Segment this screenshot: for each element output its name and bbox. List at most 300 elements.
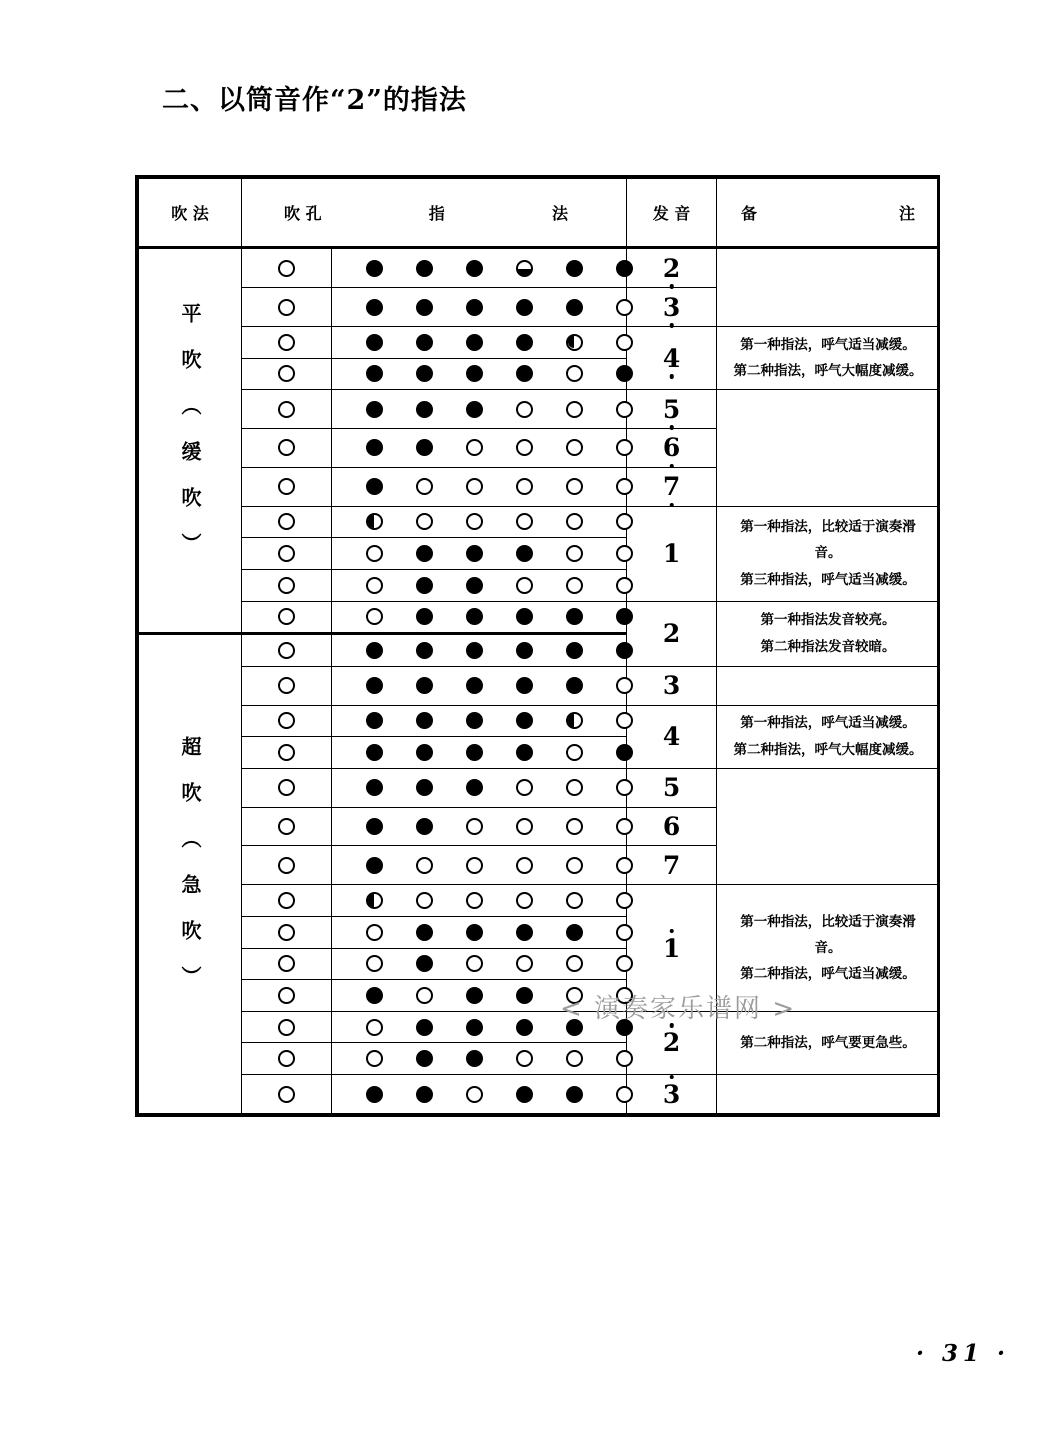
blow-hole-dot — [278, 299, 295, 316]
finger-hole-3-dot — [466, 987, 483, 1004]
fingering-cell — [332, 807, 627, 846]
table-row — [139, 768, 940, 807]
pitch-cell — [627, 1011, 717, 1074]
pitch-cell — [627, 1075, 717, 1114]
fingering-pattern — [332, 635, 626, 666]
finger-hole-4-dot — [516, 1086, 533, 1103]
notes-cell — [717, 390, 940, 506]
page-number: · 31 · — [915, 1340, 1010, 1367]
fingering-pattern — [332, 570, 626, 601]
blow-hole-indicator — [242, 249, 331, 287]
finger-hole-6-dot — [616, 857, 633, 874]
blow-hole-indicator — [242, 1043, 331, 1074]
finger-hole-3-dot — [466, 577, 483, 594]
header-notes-right-label: 注 — [899, 204, 916, 224]
finger-hole-1-dot — [366, 299, 383, 316]
finger-hole-2-dot — [416, 744, 433, 761]
fingering-cell — [332, 1011, 627, 1043]
fingering-pattern — [332, 846, 626, 884]
finger-hole-6-dot — [616, 924, 633, 941]
pitch-value: 5 — [663, 391, 680, 428]
blow-hole-cell — [242, 885, 332, 917]
finger-hole-5-dot — [566, 545, 583, 562]
table-row — [139, 506, 940, 538]
pitch-cell — [627, 846, 717, 885]
table-row — [139, 705, 940, 737]
finger-hole-3-dot — [466, 299, 483, 316]
finger-hole-2-dot — [416, 955, 433, 972]
group-label-pingchui — [139, 248, 242, 634]
finger-hole-6-dot — [616, 299, 633, 316]
blow-hole-cell — [242, 768, 332, 807]
finger-hole-6-dot — [616, 642, 633, 659]
blow-hole-indicator — [242, 468, 331, 506]
finger-hole-6-dot — [616, 334, 633, 351]
pitch-cell — [627, 666, 717, 705]
site-watermark: < 演奏家乐谱网 > — [560, 994, 797, 1024]
finger-hole-1-dot — [366, 478, 383, 495]
finger-hole-4-dot — [516, 642, 533, 659]
finger-hole-4-dot — [516, 439, 533, 456]
octave-dot-above — [669, 1023, 674, 1028]
pitch-value: 2 — [662, 619, 681, 649]
finger-hole-2-dot — [416, 577, 433, 594]
notes-cell — [717, 506, 940, 601]
fingering-pattern — [332, 737, 626, 768]
finger-hole-1-dot — [366, 334, 383, 351]
pitch-cell — [627, 248, 717, 288]
blow-hole-dot — [278, 608, 295, 625]
finger-hole-4-dot — [516, 608, 533, 625]
finger-hole-1-dot — [366, 712, 383, 729]
notes-cell — [717, 1011, 940, 1074]
header-pitch — [627, 179, 717, 248]
note-line: 第二种指法，呼气要更急些。 — [740, 1034, 916, 1051]
pitch-value: 6 — [663, 429, 680, 466]
blow-hole-indicator — [242, 602, 331, 633]
fingering-pattern — [332, 507, 626, 538]
blow-hole-cell — [242, 1043, 332, 1075]
finger-hole-1-dot — [366, 401, 383, 418]
note-line: 第三种指法，呼气适当减缓。 — [740, 571, 916, 588]
finger-hole-1-dot — [366, 1019, 383, 1036]
table-row — [139, 666, 940, 705]
blow-hole-dot — [278, 818, 295, 835]
notes-cell — [717, 768, 940, 884]
fingering-pattern — [332, 667, 626, 705]
finger-hole-5-dot — [566, 365, 583, 382]
notes-cell — [717, 666, 940, 705]
finger-hole-5-dot — [566, 577, 583, 594]
fingering-cell — [332, 705, 627, 737]
fingering-pattern — [332, 769, 626, 807]
octave-dot-below — [669, 503, 674, 508]
notes-cell — [717, 326, 940, 389]
pitch-value: 6 — [662, 812, 681, 842]
finger-hole-5-dot — [566, 857, 583, 874]
finger-hole-3-dot — [466, 744, 483, 761]
blow-hole-dot — [278, 478, 295, 495]
fingering-pattern — [332, 917, 626, 948]
finger-hole-3-dot — [466, 857, 483, 874]
blow-hole-dot — [278, 744, 295, 761]
pitch-cell — [627, 429, 717, 468]
finger-hole-3-dot — [466, 401, 483, 418]
pitch-value: 5 — [662, 773, 681, 803]
octave-dot-below — [669, 374, 674, 379]
notes-cell — [717, 601, 940, 666]
pitch-cell — [627, 601, 717, 666]
finger-hole-2-dot — [416, 608, 433, 625]
pitch-value: 3 — [662, 671, 681, 701]
blow-hole-cell — [242, 326, 332, 358]
finger-hole-5-dot — [566, 642, 583, 659]
fingering-pattern — [332, 808, 626, 846]
octave-dot-above — [669, 929, 674, 934]
blow-hole-indicator — [242, 949, 331, 980]
finger-hole-2-dot — [416, 1086, 433, 1103]
notes-cell — [717, 705, 940, 768]
pitch-value: 3 — [663, 289, 680, 326]
blow-hole-cell — [242, 634, 332, 667]
pitch-value: 4 — [662, 722, 681, 752]
finger-hole-1-dot — [366, 513, 383, 530]
blow-hole-dot — [278, 545, 295, 562]
finger-hole-4-dot — [516, 365, 533, 382]
notes-cell — [717, 248, 940, 327]
finger-hole-6-dot — [616, 744, 633, 761]
finger-hole-2-dot — [416, 779, 433, 796]
finger-hole-5-dot — [566, 401, 583, 418]
fingering-cell — [332, 634, 627, 667]
fingering-pattern — [332, 468, 626, 506]
page-title: 二、以筒音作“2”的指法 — [162, 85, 467, 116]
blow-hole-indicator — [242, 1012, 331, 1043]
finger-hole-5-dot — [566, 677, 583, 694]
header-blow-hole-label: 吹 孔 — [284, 204, 322, 224]
pitch-cell — [627, 885, 717, 1012]
finger-hole-3-dot — [466, 334, 483, 351]
pitch-cell — [627, 807, 717, 846]
finger-hole-3-dot — [466, 779, 483, 796]
note-line: 第二种指法，呼气大幅度减缓。 — [733, 363, 923, 380]
fingering-cell — [332, 1043, 627, 1075]
pitch-value: 7 — [662, 850, 681, 880]
finger-hole-2-dot — [416, 439, 433, 456]
finger-hole-4-dot — [516, 924, 533, 941]
blow-hole-indicator — [242, 808, 331, 846]
finger-hole-6-dot — [616, 987, 633, 1004]
finger-hole-2-dot — [416, 260, 433, 277]
blow-hole-cell — [242, 506, 332, 538]
blow-hole-dot — [278, 955, 295, 972]
finger-hole-4-dot — [516, 677, 533, 694]
table-row — [139, 248, 940, 288]
finger-hole-5-dot — [566, 260, 583, 277]
finger-hole-1-dot — [366, 439, 383, 456]
finger-hole-3-dot — [466, 439, 483, 456]
finger-hole-3-dot — [466, 642, 483, 659]
note-line: 第一种指法，呼气适当减缓。 — [740, 715, 916, 732]
finger-hole-2-dot — [416, 857, 433, 874]
finger-hole-4-dot — [516, 857, 533, 874]
header-blow-method — [139, 179, 242, 248]
finger-hole-1-dot — [366, 642, 383, 659]
blow-hole-indicator — [242, 917, 331, 948]
blow-hole-indicator — [242, 327, 331, 358]
fingering-pattern — [332, 359, 626, 390]
finger-hole-1-dot — [366, 744, 383, 761]
blow-hole-indicator — [242, 359, 331, 390]
pitch-cell — [627, 326, 717, 389]
note-line: 音。 — [814, 939, 842, 956]
finger-hole-3-dot — [466, 513, 483, 530]
finger-hole-4-dot — [516, 1050, 533, 1067]
finger-hole-1-dot — [366, 608, 383, 625]
finger-hole-3-dot — [466, 924, 483, 941]
note-line: 第二种指法，呼气适当减缓。 — [740, 966, 916, 983]
blow-hole-cell — [242, 737, 332, 769]
fingering-cell — [332, 948, 627, 980]
pitch-cell — [627, 467, 717, 506]
finger-hole-3-dot — [466, 1086, 483, 1103]
table-row — [139, 601, 940, 634]
finger-hole-2-dot — [416, 365, 433, 382]
finger-hole-4-dot — [516, 299, 533, 316]
pitch-cell — [627, 288, 717, 327]
blow-hole-cell — [242, 1075, 332, 1114]
blow-hole-dot — [278, 1050, 295, 1067]
blow-hole-cell — [242, 248, 332, 288]
note-line: 第二种指法，呼气大幅度减缓。 — [733, 741, 923, 758]
fingering-pattern — [332, 429, 626, 467]
pitch-value: 1 — [663, 930, 680, 967]
finger-hole-5-dot — [566, 334, 583, 351]
notes-cell — [717, 1075, 940, 1114]
pitch-cell — [627, 768, 717, 807]
blow-hole-cell — [242, 288, 332, 327]
fingering-cell — [332, 885, 627, 917]
fingering-cell — [332, 980, 627, 1012]
blow-hole-indicator — [242, 570, 331, 601]
finger-hole-4-dot — [516, 545, 533, 562]
finger-hole-4-dot — [516, 577, 533, 594]
finger-hole-3-dot — [466, 677, 483, 694]
finger-hole-1-dot — [366, 924, 383, 941]
finger-hole-5-dot — [566, 892, 583, 909]
finger-hole-2-dot — [416, 1050, 433, 1067]
fingering-cell — [332, 846, 627, 885]
blow-hole-indicator — [242, 980, 331, 1011]
blow-hole-dot — [278, 1086, 295, 1103]
note-line: 第一种指法，比较适于演奏滑 — [740, 913, 916, 930]
fingering-cell — [332, 1075, 627, 1114]
pitch-value: 7 — [663, 468, 680, 505]
table-row — [139, 326, 940, 358]
finger-hole-1-dot — [366, 677, 383, 694]
blow-hole-cell — [242, 569, 332, 601]
pitch-cell — [627, 506, 717, 601]
fingering-pattern — [332, 390, 626, 428]
blow-hole-dot — [278, 401, 295, 418]
blow-hole-cell — [242, 1011, 332, 1043]
finger-hole-4-dot — [516, 401, 533, 418]
finger-hole-3-dot — [466, 1050, 483, 1067]
octave-dot-below — [669, 323, 674, 328]
pitch-value: 2 — [663, 1024, 680, 1061]
finger-hole-1-dot — [366, 857, 383, 874]
finger-hole-4-dot — [516, 260, 533, 277]
finger-hole-4-dot — [516, 818, 533, 835]
finger-hole-5-dot — [566, 779, 583, 796]
finger-hole-3-dot — [466, 955, 483, 972]
fingering-cell — [332, 916, 627, 948]
finger-hole-1-dot — [366, 779, 383, 796]
finger-hole-1-dot — [366, 1086, 383, 1103]
finger-hole-6-dot — [616, 577, 633, 594]
blow-hole-cell — [242, 467, 332, 506]
fingering-cell — [332, 666, 627, 705]
finger-hole-2-dot — [416, 712, 433, 729]
blow-hole-dot — [278, 924, 295, 941]
finger-hole-2-dot — [416, 987, 433, 1004]
blow-hole-dot — [278, 779, 295, 796]
finger-hole-5-dot — [566, 439, 583, 456]
blow-hole-cell — [242, 916, 332, 948]
fingering-cell — [332, 429, 627, 468]
blow-hole-dot — [278, 987, 295, 1004]
blow-hole-dot — [278, 677, 295, 694]
finger-hole-6-dot — [616, 401, 633, 418]
pitch-value: 2 — [663, 250, 680, 287]
blow-hole-cell — [242, 390, 332, 429]
blow-hole-dot — [278, 577, 295, 594]
pitch-value: 3 — [663, 1076, 680, 1113]
blow-hole-indicator — [242, 507, 331, 538]
finger-hole-4-dot — [516, 955, 533, 972]
blow-hole-indicator — [242, 538, 331, 569]
finger-hole-6-dot — [616, 545, 633, 562]
blow-hole-cell — [242, 601, 332, 634]
pitch-value: 4 — [663, 340, 680, 377]
group-label-text: 超吹（急吹） — [178, 736, 202, 1013]
finger-hole-6-dot — [616, 818, 633, 835]
blow-hole-dot — [278, 260, 295, 277]
blow-hole-dot — [278, 334, 295, 351]
finger-hole-1-dot — [366, 818, 383, 835]
fingering-cell — [332, 467, 627, 506]
notes-cell — [717, 885, 940, 1012]
finger-hole-4-dot — [516, 513, 533, 530]
finger-hole-6-dot — [616, 892, 633, 909]
finger-hole-2-dot — [416, 1019, 433, 1036]
blow-hole-cell — [242, 980, 332, 1012]
finger-hole-2-dot — [416, 478, 433, 495]
header-fingering-left-label: 指 — [428, 204, 445, 224]
blow-hole-cell — [242, 846, 332, 885]
fingering-pattern — [332, 602, 626, 633]
note-line: 第一种指法发音较亮。 — [760, 612, 896, 629]
blow-hole-indicator — [242, 737, 331, 768]
fingering-pattern — [332, 885, 626, 916]
blow-hole-dot — [278, 365, 295, 382]
header-pitch-label: 发 音 — [652, 204, 691, 224]
finger-hole-1-dot — [366, 545, 383, 562]
blow-hole-dot — [278, 439, 295, 456]
finger-hole-1-dot — [366, 955, 383, 972]
finger-hole-5-dot — [566, 924, 583, 941]
blow-hole-dot — [278, 513, 295, 530]
finger-hole-6-dot — [616, 260, 633, 277]
fingering-cell — [332, 538, 627, 570]
fingering-cell — [332, 506, 627, 538]
fingering-cell — [332, 390, 627, 429]
finger-hole-6-dot — [616, 1086, 633, 1103]
blow-hole-indicator — [242, 429, 331, 467]
finger-hole-3-dot — [466, 892, 483, 909]
finger-hole-3-dot — [466, 608, 483, 625]
finger-hole-5-dot — [566, 1086, 583, 1103]
pitch-cell — [627, 705, 717, 768]
fingering-pattern — [332, 249, 626, 287]
finger-hole-4-dot — [516, 987, 533, 1004]
header-fingering — [242, 179, 627, 248]
finger-hole-3-dot — [466, 260, 483, 277]
blow-hole-cell — [242, 666, 332, 705]
finger-hole-5-dot — [566, 712, 583, 729]
blow-hole-dot — [278, 642, 295, 659]
finger-hole-2-dot — [416, 642, 433, 659]
fingering-pattern — [332, 1012, 626, 1043]
fingering-pattern — [332, 1043, 626, 1074]
fingering-pattern — [332, 327, 626, 358]
table-header-row — [139, 179, 940, 248]
finger-hole-5-dot — [566, 955, 583, 972]
finger-hole-4-dot — [516, 1019, 533, 1036]
finger-hole-3-dot — [466, 365, 483, 382]
blow-hole-indicator — [242, 390, 331, 428]
fingering-pattern — [332, 288, 626, 326]
finger-hole-3-dot — [466, 478, 483, 495]
finger-hole-4-dot — [516, 744, 533, 761]
blow-hole-cell — [242, 429, 332, 468]
blow-hole-cell — [242, 705, 332, 737]
blow-hole-cell — [242, 807, 332, 846]
finger-hole-1-dot — [366, 1050, 383, 1067]
blow-hole-indicator — [242, 288, 331, 326]
finger-hole-1-dot — [366, 260, 383, 277]
finger-hole-5-dot — [566, 513, 583, 530]
blow-hole-dot — [278, 892, 295, 909]
pitch-cell — [627, 390, 717, 429]
fingering-pattern — [332, 538, 626, 569]
finger-hole-4-dot — [516, 478, 533, 495]
finger-hole-5-dot — [566, 1050, 583, 1067]
note-line: 音。 — [814, 545, 842, 562]
fingering-cell — [332, 248, 627, 288]
blow-hole-indicator — [242, 635, 331, 666]
finger-hole-2-dot — [416, 677, 433, 694]
blow-hole-cell — [242, 948, 332, 980]
blow-hole-indicator — [242, 706, 331, 737]
table-row — [139, 1011, 940, 1043]
finger-hole-3-dot — [466, 712, 483, 729]
blow-hole-cell — [242, 538, 332, 570]
note-line: 第一种指法，呼气适当减缓。 — [740, 336, 916, 353]
finger-hole-4-dot — [516, 892, 533, 909]
fingering-cell — [332, 288, 627, 327]
blow-hole-indicator — [242, 1075, 331, 1113]
